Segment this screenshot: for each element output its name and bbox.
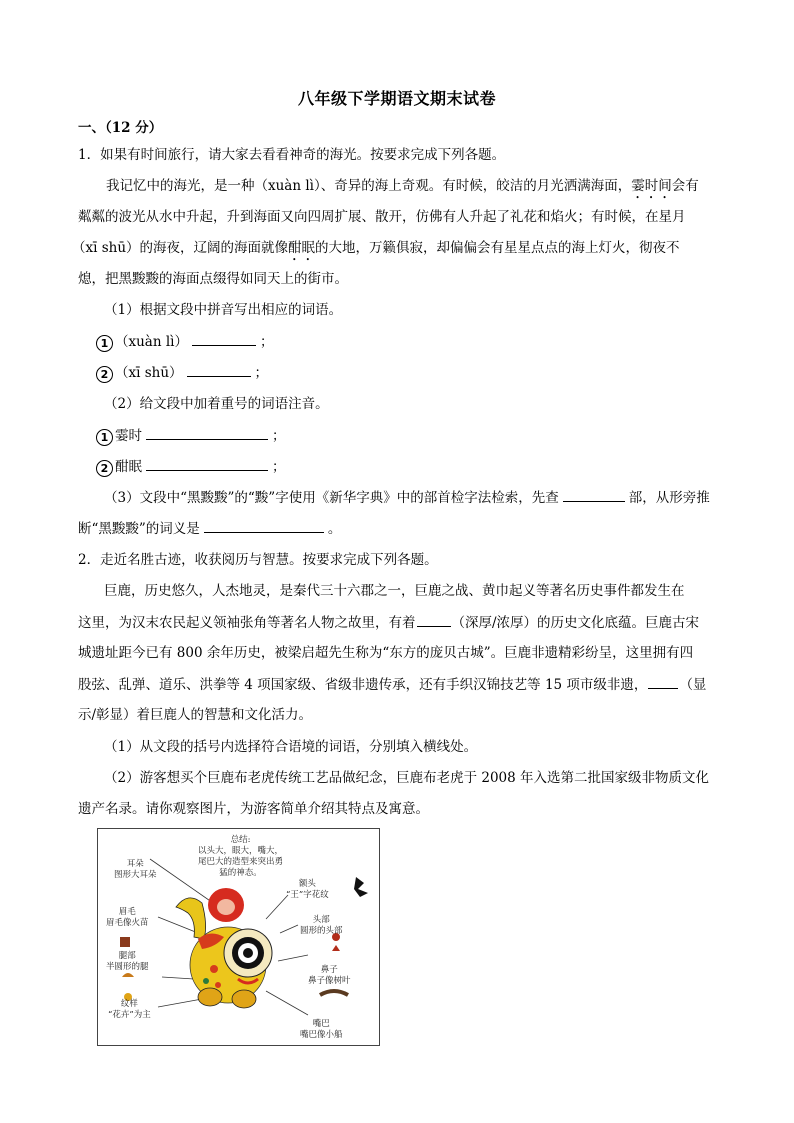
label-leg: 腿部 半圆形的腿: [106, 951, 149, 972]
circled-number-1: 1: [96, 429, 113, 446]
label-ear: 耳朵 图形大耳朵: [114, 859, 157, 880]
q1-part2-prompt: （2）给文段中加着重号的词语注音。: [104, 396, 329, 412]
circled-number-1: 1: [96, 335, 113, 352]
q2-stem: 2．走近名胜古迹，收获阅历与智慧。按要求完成下列各题。: [78, 552, 438, 568]
q1-passage-line-1: 我记忆中的海光，是一种（xuàn lì）、奇异的海上奇观。有时候，皎洁的月光洒满海面，霎时间会有: [106, 178, 699, 194]
q1-part1-item-1: 1 （xuàn lì） ；: [96, 331, 273, 352]
q2-passage-line-3: 城遗址距今已有 800 余年历史，被梁启超先生称为“东方的庞贝古城”。巨鹿非遗精彩纷呈，这里拥有四: [78, 645, 694, 661]
label-mouth: 嘴巴 嘴巴像小船: [300, 1019, 343, 1040]
q1-part3-line-1: （3）文段中“黑黢黢”的“黢”字使用《新华字典》中的部首检字法检索，先查 部，从形旁推: [104, 487, 710, 508]
q1-part1-prompt: （1）根据文段中拼音写出相应的词语。: [104, 302, 343, 318]
answer-blank[interactable]: [648, 674, 678, 689]
q1-passage-line-2: 粼粼的波光从水中升起，升到海面又向四周扩展、散开，仿佛有人升起了礼花和焰火；有时候，在星月: [78, 209, 686, 225]
emphasized-word-hanmian: 酣眠: [288, 240, 316, 256]
q1-part3-line-2: 断“黑黢黢”的词义是 。: [78, 518, 341, 539]
answer-blank[interactable]: [187, 362, 251, 377]
section-heading: 一、（12 分）: [78, 120, 163, 136]
cloth-tiger-figure: [97, 828, 380, 1046]
q2-passage-line-2: 这里，为汉末农民起义领袖张角等著名人物之故里，有着 （深厚/浓厚）的历史文化底蕴。巨鹿古宋: [78, 612, 699, 633]
q1-part2-item-1: 1 霎时 ；: [96, 425, 286, 446]
label-forehead: 额头 “王”字花纹: [286, 879, 329, 900]
q1-stem: 1．如果有时间旅行，请大家去看看神奇的海光。按要求完成下列各题。: [78, 147, 506, 163]
q1-part1-item-2: 2 （xī shū） ；: [96, 362, 268, 383]
label-brow: 眉毛 眉毛像火苗: [106, 907, 149, 928]
figure-summary: 总结: 以头大，眼大，嘴大， 尾巴大的造型来突出勇 猛的神态。: [198, 835, 284, 878]
q1-passage-line-3: （xī shū）的海夜，辽阔的海面就像酣眠的大地，万籁俱寂，却偏偏会有星星点点的海上灯火，彻夜不: [72, 240, 680, 256]
answer-blank[interactable]: [563, 487, 625, 502]
label-pattern: 纹样 “花卉”为主: [108, 999, 151, 1020]
label-head: 头部 圆形的头部: [300, 915, 343, 936]
q2-part2-line-2: 遗产名录。请你观察图片，为游客简单介绍其特点及寓意。: [78, 801, 429, 817]
q2-part1-prompt: （1）从文段的括号内选择符合语境的词语，分别填入横线处。: [104, 739, 478, 755]
page-title: 八年级下学期语文期末试卷: [297, 89, 496, 108]
q2-passage-line-5: 示/彰显）着巨鹿人的智慧和文化活力。: [78, 707, 313, 723]
answer-blank[interactable]: [192, 331, 256, 346]
q1-passage-line-4: 熄，把黑黢黢的海面点缀得如同天上的街市。: [78, 271, 348, 287]
answer-blank[interactable]: [417, 612, 451, 627]
answer-blank[interactable]: [146, 425, 268, 440]
q1-part2-item-2: 2 酣眠 ；: [96, 456, 286, 477]
q2-part2-line-1: （2）游客想买个巨鹿布老虎传统工艺品做纪念，巨鹿布老虎于 2008 年入选第二批国家级非物质文化: [104, 770, 710, 786]
circled-number-2: 2: [96, 366, 113, 383]
answer-blank[interactable]: [146, 456, 268, 471]
label-nose: 鼻子 鼻子像树叶: [308, 965, 351, 986]
q2-passage-line-1: 巨鹿，历史悠久，人杰地灵，是秦代三十六郡之一，巨鹿之战、黄巾起义等著名历史事件都发生在: [104, 583, 685, 599]
circled-number-2: 2: [96, 460, 113, 477]
emphasized-word-shashi: 霎时间: [631, 178, 672, 194]
answer-blank[interactable]: [204, 518, 324, 533]
q2-passage-line-4: 股弦、乱弹、道乐、洪拳等 4 项国家级、省级非遗传承，还有手织汉锦技艺等 15 项市级非遗， （显: [78, 674, 706, 695]
